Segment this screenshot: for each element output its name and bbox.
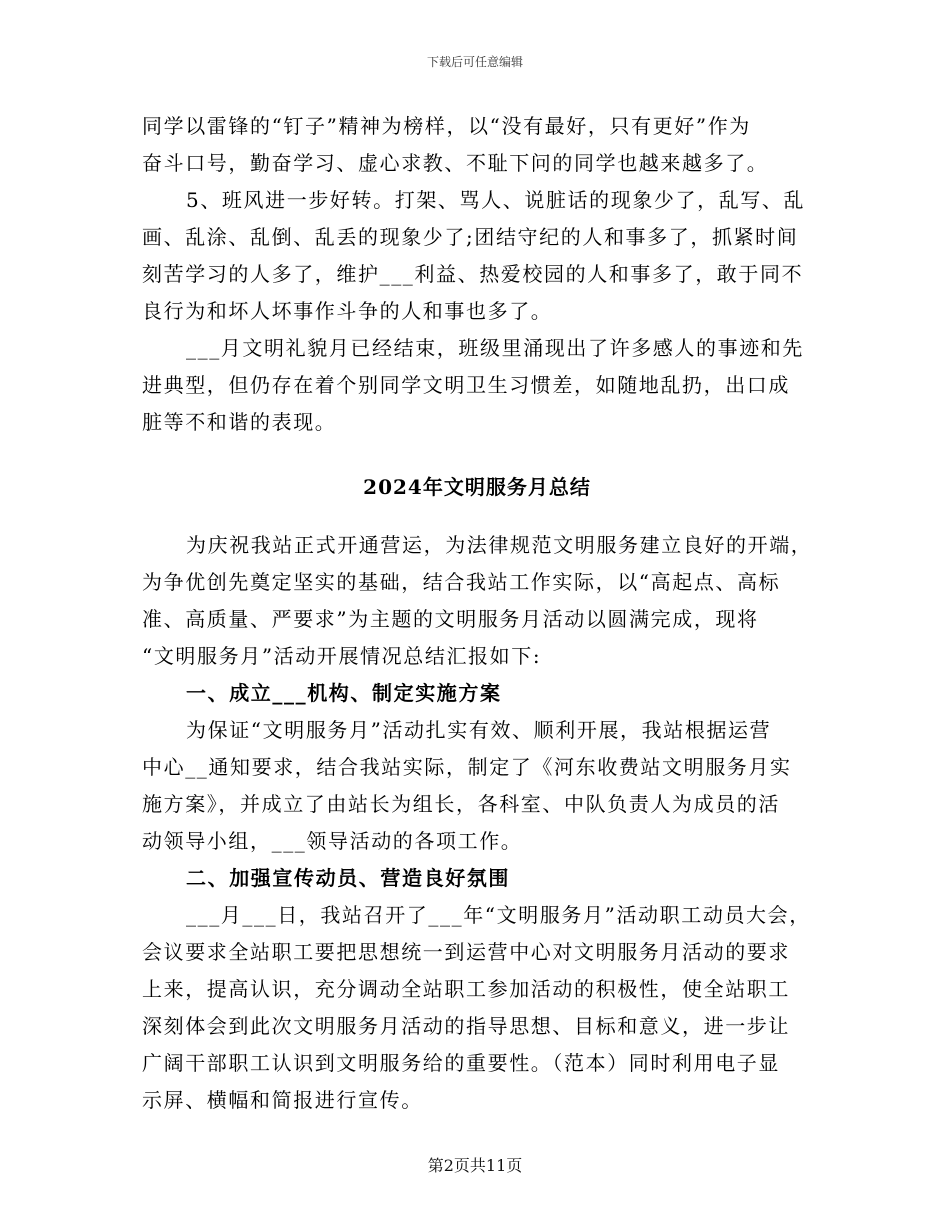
paragraph-line: 进典型，但仍存在着个别同学文明卫生习惯差，如随地乱扔，出口成 (142, 373, 790, 397)
paragraph-line: “文明服务月”活动开展情况总结汇报如下: (142, 644, 542, 668)
paragraph-line: 良行为和坏人坏事作斗争的人和事也多了。 (142, 299, 553, 323)
paragraph-line: 准、高质量、严要求”为主题的文明服务月活动以圆满完成，现将 (142, 607, 759, 631)
paragraph-line: 示屏、横幅和简报进行宣传。 (142, 1088, 423, 1112)
paragraph-line: 会议要求全站职工要把思想统一到运营中心对文明服务月活动的要求 (142, 940, 790, 964)
paragraph-line: 深刻体会到此次文明服务月活动的指导思想、目标和意义，进一步让 (142, 1014, 790, 1038)
page-header: 下载后可任意编辑 (426, 55, 523, 69)
document-title: 2024年文明服务月总结 (363, 475, 591, 499)
paragraph-line: 刻苦学习的人多了，维护___利益、热爱校园的人和事多了，敢于同不 (142, 262, 804, 286)
paragraph-line: 施方案》，并成立了由站长为组长，各科室、中队负责人为成员的活 (142, 792, 780, 816)
section-heading: 二、加强宣传动员、营造良好氛围 (186, 866, 510, 890)
paragraph-line: 同学以雷锋的“钉子”精神为榜样，以“没有最好，只有更好”作为 (142, 114, 751, 138)
paragraph-line: 中心__通知要求，结合我站实际，制定了《河东收费站文明服务月实 (142, 755, 792, 779)
page-footer: 第2页共11页 (427, 1156, 523, 1175)
document-body (142, 108, 812, 1119)
paragraph-line: ___月文明礼貌月已经结束，班级里涌现出了许多感人的事迹和先 (186, 336, 804, 360)
paragraph-line: 为庆祝我站正式开通营运，为法律规范文明服务建立良好的开端， (186, 533, 813, 557)
paragraph-line: 广阔干部职工认识到文明服务给的重要性。（范本）同时利用电子显 (142, 1051, 780, 1075)
paragraph-line: 为保证“文明服务月”活动扎实有效、顺利开展，我站根据运营 (186, 718, 772, 742)
paragraph-line: 上来，提高认识，充分调动全站职工参加活动的积极性，使全站职工 (142, 977, 790, 1001)
paragraph-line: 动领导小组，___领导活动的各项工作。 (142, 829, 523, 853)
paragraph-line: ___月___日，我站召开了___年“文明服务月”活动职工动员大会， (186, 903, 811, 927)
paragraph-line: 奋斗口号，勤奋学习、虚心求教、不耻下问的同学也越来越多了。 (142, 151, 769, 175)
paragraph-line: 脏等不和谐的表现。 (142, 410, 337, 434)
paragraph-line: 5、班风进一步好转。打架、骂人、说脏话的现象少了，乱写、乱 (186, 188, 806, 212)
paragraph-line: 画、乱涂、乱倒、乱丢的现象少了;团结守纪的人和事多了，抓紧时间 (142, 225, 799, 249)
paragraph-line: 为争优创先奠定坚实的基础，结合我站工作实际，以“高起点、高标 (142, 570, 781, 594)
section-heading: 一、成立___机构、制定实施方案 (186, 681, 502, 705)
